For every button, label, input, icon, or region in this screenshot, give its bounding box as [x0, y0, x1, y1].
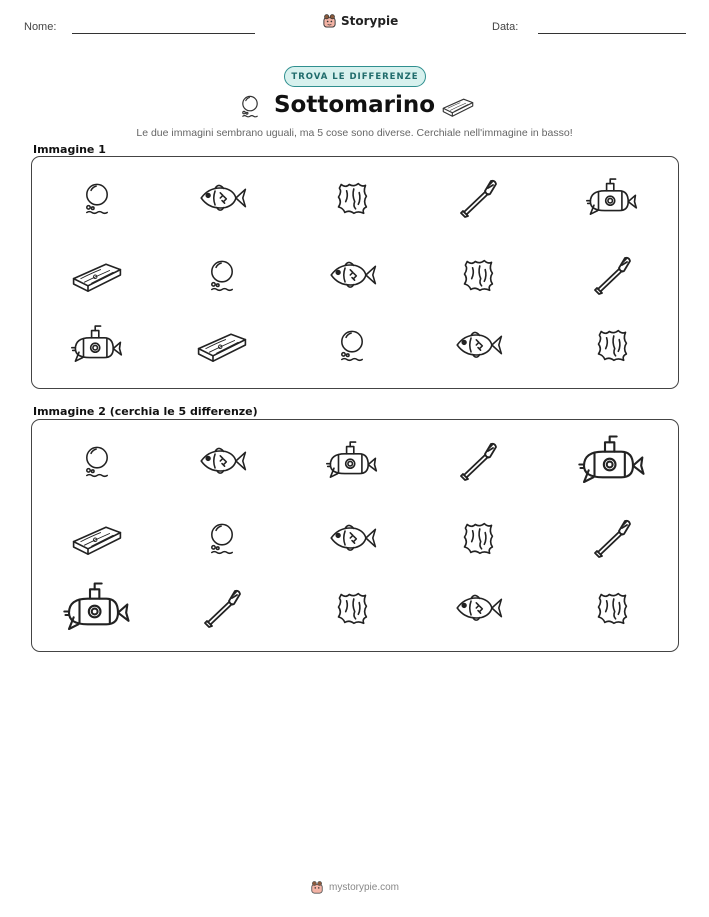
submarine-icon[interactable]: [577, 433, 647, 493]
storypie-footer-logo-icon: [310, 880, 324, 894]
fish-icon[interactable]: [452, 590, 504, 630]
fish-icon: [196, 180, 248, 220]
bubble-icon[interactable]: [205, 521, 239, 559]
brand-name: Storypie: [341, 13, 399, 28]
date-line[interactable]: [538, 33, 686, 34]
fish-icon: [452, 327, 504, 367]
bubble-icon[interactable]: [80, 444, 114, 482]
find-differences-badge: TROVA LE DIFFERENZE: [284, 66, 426, 87]
hide-icon: [594, 327, 630, 367]
image2-label: Immagine 2 (cerchia le 5 differenze): [33, 405, 258, 418]
bubble-icon: [80, 181, 114, 219]
date-label: Data:: [492, 21, 519, 33]
name-label: Nome:: [24, 21, 57, 33]
image2-panel[interactable]: [31, 419, 679, 652]
hide-icon[interactable]: [460, 520, 496, 560]
fish-icon: [326, 257, 378, 297]
image1-panel: [31, 156, 679, 389]
oar-icon[interactable]: [592, 518, 632, 562]
hide-icon: [334, 180, 370, 220]
plank-icon: [441, 93, 475, 119]
footer-url: mystorypie.com: [328, 881, 399, 893]
hide-icon: [460, 257, 496, 297]
footer: [0, 880, 709, 894]
image1-label: Immagine 1: [33, 143, 106, 156]
plank-icon[interactable]: [70, 519, 124, 561]
storypie-logo-icon: [322, 13, 337, 28]
instructions: Le due immagini sembrano uguali, ma 5 cose sono diverse. Cerchiale nell'immagine in basso!: [136, 127, 573, 139]
brand: [322, 13, 398, 28]
submarine-icon[interactable]: [62, 580, 132, 640]
hide-icon[interactable]: [334, 590, 370, 630]
submarine-icon: [70, 325, 124, 369]
page-title: Sottomarino: [273, 92, 436, 118]
oar-icon: [458, 178, 498, 222]
hide-icon[interactable]: [594, 590, 630, 630]
submarine-icon: [585, 178, 639, 222]
oar-icon[interactable]: [202, 588, 242, 632]
fish-icon[interactable]: [196, 443, 248, 483]
name-line[interactable]: [72, 33, 255, 34]
bubble-icon: [335, 328, 369, 366]
oar-icon: [592, 255, 632, 299]
bubble-icon: [205, 258, 239, 296]
fish-icon[interactable]: [326, 520, 378, 560]
submarine-icon[interactable]: [325, 441, 379, 485]
oar-icon[interactable]: [458, 441, 498, 485]
plank-icon: [70, 256, 124, 298]
plank-icon: [195, 326, 249, 368]
